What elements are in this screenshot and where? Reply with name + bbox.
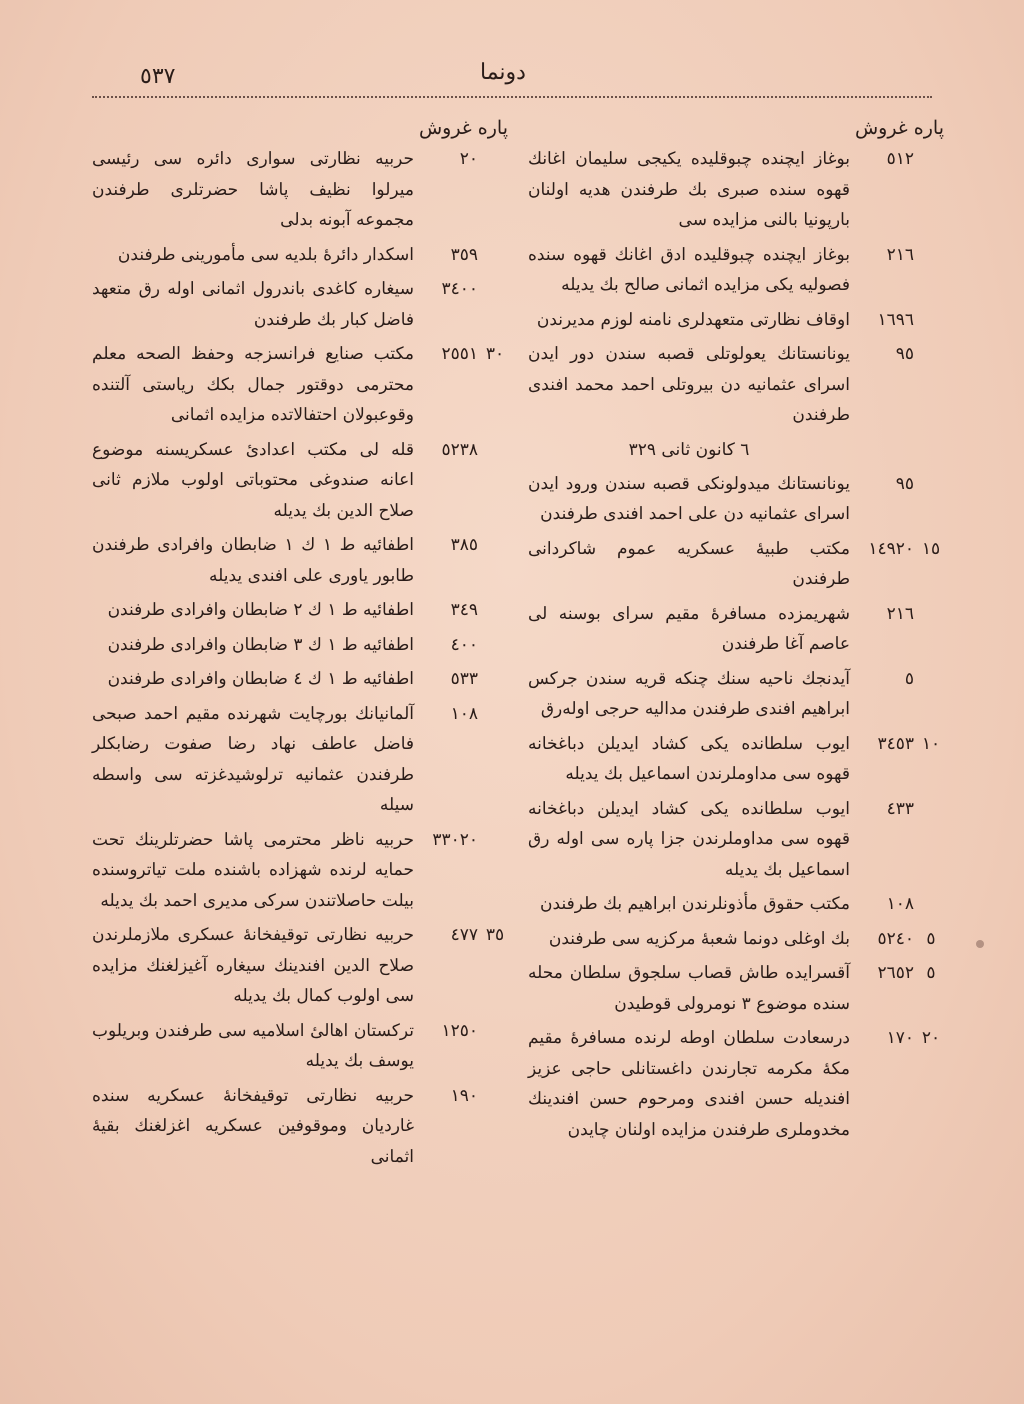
ledger-entry xyxy=(92,274,512,335)
entry-text: اسکدار دائرهٔ بلدیه سی مأمورینی طرفندن xyxy=(117,244,414,265)
entry-text: بك اوغلی دونما شعبهٔ مرکزیه سی طرفندن xyxy=(548,928,850,949)
entry-amounts xyxy=(420,699,512,729)
kurus-value: ٤٠٠ xyxy=(450,634,478,655)
kurus-value: ٣٤٠٠ xyxy=(441,279,478,299)
entry-amounts xyxy=(420,144,512,174)
entry-amounts xyxy=(856,534,948,564)
entry-text: بوغاز ایچنده چبوقلیده یکیجی سلیمان اغانك قهوه سنده صبری بك طرفندن هدیه اولنان بارپونیا بالنی مزایده سی xyxy=(528,149,850,230)
entry-amounts xyxy=(420,240,512,270)
kurus-value: ١٩٠ xyxy=(450,1085,478,1106)
entry-text: اوقاف نظارتی متعهدلری نامنه لوزم مدیرندن xyxy=(536,309,850,330)
ledger-entry xyxy=(528,1023,948,1145)
entry-amounts xyxy=(420,530,512,560)
kurus-value: ٣٣٠٢٠ xyxy=(432,829,478,850)
page-number: ٥٣٧ xyxy=(140,64,176,89)
ledger-entry xyxy=(92,699,512,821)
entry-amounts xyxy=(420,630,512,660)
entry-amounts xyxy=(856,958,948,988)
entry-text: حربیه ناظر محترمی پاشا حضرتلرینك تحت حمایه لرنده شهزاده باشنده ملت تیاتروسنده بیلت حاصلاتندن سرکی مدیری احمد بك یدیله xyxy=(92,829,414,911)
para-value: ٣٥ xyxy=(485,925,505,945)
column-heading: پاره غروش xyxy=(418,117,508,139)
entry-text: درسعادت سلطان اوطه لرنده مسافرهٔ مقیم مکهٔ مکرمه تجارندن داغستانلی حاجی عزیز افندیله حسن افندی ومرحوم حسن افندینك مخدوملری طرفندن مزایده اولنان چایدن xyxy=(528,1028,850,1140)
paper-stain xyxy=(976,940,984,948)
right-column xyxy=(528,112,948,1149)
ledger-entry xyxy=(92,435,512,527)
kurus-value: ٥١٢ xyxy=(886,149,914,169)
entry-amounts xyxy=(856,664,948,694)
entry-amounts xyxy=(856,794,948,824)
ledger-entry xyxy=(92,595,512,626)
ledger-entry xyxy=(92,339,512,431)
para-value: ٢٠ xyxy=(921,1028,941,1048)
kurus-value: ٩٥ xyxy=(895,344,914,364)
kurus-value: ٢٠ xyxy=(459,149,478,169)
kurus-value: ٥٢٣٨ xyxy=(441,439,478,460)
kurus-value: ١٢٥٠ xyxy=(441,1020,478,1041)
kurus-value: ١٦٩٦ xyxy=(877,309,914,330)
left-column xyxy=(92,112,512,1176)
entry-text: ایوب سلطانده یکی کشاد ایدیلن دباغخانه قهوه سی مداوملرندن جزا پاره سی اوله رق اسماعیل بك یدیله xyxy=(528,798,850,880)
ledger-entry xyxy=(92,1081,512,1173)
running-title: دونما xyxy=(480,60,526,85)
ledger-entry xyxy=(528,924,948,955)
ledger-entry xyxy=(92,825,512,917)
entry-amounts xyxy=(856,305,948,335)
kurus-value: ٣٤٥٣ xyxy=(877,733,914,754)
ledger-entry xyxy=(92,240,512,271)
ledger-entry xyxy=(92,664,512,695)
entry-text: مکتب صنایع فرانسزجه وحفظ الصحه معلم محترمی دوقتور جمال بکك ریاستی آلتنده وقوعبولان احتفالاتده مزایده اثمانی xyxy=(92,344,414,425)
ledger-entry xyxy=(92,630,512,661)
entry-amounts xyxy=(856,889,948,919)
kurus-value: ٥٣٣ xyxy=(450,669,478,689)
kurus-value: ٣٥٩ xyxy=(450,244,478,265)
entry-amounts xyxy=(420,435,512,465)
entry-amounts xyxy=(856,144,948,174)
para-value: ١٥ xyxy=(921,538,941,559)
entry-text: مکتب طبیهٔ عسکریه عموم شاکردانی طرفندن xyxy=(528,538,850,589)
entry-amounts xyxy=(420,664,512,694)
ledger-entry xyxy=(528,305,948,336)
kurus-value: ٢١٦ xyxy=(886,603,914,624)
page-header xyxy=(100,58,920,98)
ledger-entry xyxy=(528,794,948,886)
ledger-entry xyxy=(92,1016,512,1077)
entry-text: قله لی مکتب اعدادیٔ عسکریسنه موضوع اعانه صندوغی محتوباتی اولوب ملازم ثانی صلاح الدین بك یدیله xyxy=(92,439,414,521)
kurus-value: ٤٧٧ xyxy=(450,925,478,945)
entry-amounts xyxy=(856,1023,948,1053)
ledger-entry xyxy=(528,144,948,236)
para-value: ٥ xyxy=(926,963,936,983)
kurus-value: ٢٥٥١ xyxy=(441,344,478,364)
kurus-value: ٢١٦ xyxy=(886,244,914,265)
kurus-value: ٤٣٣ xyxy=(886,798,914,819)
kurus-value: ١٤٩٢٠ xyxy=(868,538,914,559)
entry-text: یونانستانك میدولونکی قصبه سندن ورود ایدن اسرای عثمانیه دن علی احمد افندی طرفندن xyxy=(528,473,850,524)
date-line: ٦ کانون ثانی ٣٢٩ xyxy=(628,439,750,460)
entry-amounts xyxy=(856,924,948,954)
entry-text: اطفائیه ط ١ ك ٣ ضابطان وافرادی طرفندن xyxy=(107,634,414,655)
entry-amounts xyxy=(420,274,512,304)
entry-text: آیدنجك ناحیه سنك چنکه قریه سندن جرکس ابراهیم افندی طرفندن مدالیه حرجی اولەرق xyxy=(528,668,850,719)
entry-text: مکتب حقوق مأذونلرندن ابراهیم بك طرفندن xyxy=(540,894,850,914)
kurus-value: ٥٢٤٠ xyxy=(877,928,914,949)
entry-amounts xyxy=(856,599,948,629)
entry-text: حربیه نظارتی توقیفخانهٔ عسکری ملازملرندن صلاح الدین افندینك سیغاره آغیزلغنك مزایده سی اولوب کمال بك یدیله xyxy=(92,925,414,1006)
ledger-entry xyxy=(528,534,948,595)
para-value: ٥ xyxy=(926,928,936,949)
entry-text: حربیه نظارتی سواری دائره سی رئیسی میرلوا نظیف پاشا حضرتلری طرفندن مجموعه آبونه بدلی xyxy=(92,149,414,230)
kurus-value: ٥ xyxy=(904,668,914,689)
kurus-value: ٩٥ xyxy=(895,473,914,494)
column-heading: پاره غروش xyxy=(854,117,944,139)
entry-text: یونانستانك یعولوتلی قصبه سندن دور ایدن اسرای عثمانیه دن بیروتلی احمد محمد افندی طرفندن xyxy=(528,344,850,425)
entry-amounts xyxy=(420,595,512,625)
ledger-entry xyxy=(528,599,948,660)
entry-amounts xyxy=(856,729,948,759)
entry-amounts xyxy=(420,920,512,950)
entry-text: اطفائیه ط ١ ك ١ ضابطان وافرادی طرفندن طابور یاوری علی افندی یدیله xyxy=(92,535,414,586)
entry-amounts xyxy=(420,339,512,369)
kurus-value: ١٠٨ xyxy=(886,894,914,914)
ledger-entry xyxy=(528,889,948,920)
kurus-value: ٣٤٩ xyxy=(450,600,478,620)
kurus-value: ١٠٨ xyxy=(450,703,478,724)
ledger-entry xyxy=(528,240,948,301)
entry-amounts xyxy=(420,1081,512,1111)
para-value: ١٠ xyxy=(921,733,941,754)
ledger-entry xyxy=(92,144,512,236)
para-value: ٣٠ xyxy=(485,344,505,364)
kurus-value: ٣٨٥ xyxy=(450,535,478,555)
entry-text: بوغاز ایچنده چبوقلیده ادق اغانك قهوه سنده فصولیه یکی مزایده اثمانی صالح بك یدیله xyxy=(528,244,850,295)
ledger-entry xyxy=(92,530,512,591)
ledger-entry xyxy=(528,469,948,530)
entry-amounts xyxy=(420,825,512,855)
entry-amounts xyxy=(856,469,948,499)
entry-text: آلمانیانك بورچایت شهرنده مقیم احمد صبحی فاضل عاطف نهاد رضا صفوت رضابکلر طرفندن عثمانیه ترلوشیدغزته سی واسطه سیله xyxy=(92,703,414,815)
kurus-value: ٢٦٥٢ xyxy=(877,963,914,983)
entry-text: حربیه نظارتی توقیفخانهٔ عسکریه سنده غاردیان وموقوفین عسکریه اغزلغنك بقیهٔ اثمانی xyxy=(92,1085,414,1167)
ledger-entry xyxy=(528,958,948,1019)
entry-text: ترکستان اهالیٔ اسلامیه سی طرفندن وبریلوب یوسف بك یدیله xyxy=(92,1020,414,1071)
entry-amounts xyxy=(856,339,948,369)
entry-amounts xyxy=(420,1016,512,1046)
entry-amounts xyxy=(856,240,948,270)
entry-text: آقسرایده طاش قصاب سلجوق سلطان محله سنده موضوع ٣ نومرولی قوطیدن xyxy=(528,963,850,1014)
entry-text: اطفائیه ط ١ ك ٤ ضابطان وافرادی طرفندن xyxy=(107,669,414,689)
entry-text: سیغاره کاغدی باندرول اثمانی اوله رق متعهد فاضل کبار بك طرفندن xyxy=(92,279,414,330)
entry-text: شهریمزده مسافرهٔ مقیم سرای بوسنه لی عاصم آغا طرفندن xyxy=(528,603,850,654)
entry-text: اطفائیه ط ١ ك ٢ ضابطان وافرادی طرفندن xyxy=(107,600,414,620)
header-rule xyxy=(92,96,932,98)
ledger-entry xyxy=(528,339,948,431)
ledger-entry xyxy=(528,664,948,725)
ledger-entry xyxy=(528,729,948,790)
kurus-value: ١٧٠ xyxy=(886,1028,914,1048)
entry-text: ایوب سلطانده یکی کشاد ایدیلن دباغخانه قهوه سی مداوملرندن اسماعیل بك یدیله xyxy=(528,733,850,784)
ledger-entry xyxy=(92,920,512,1012)
